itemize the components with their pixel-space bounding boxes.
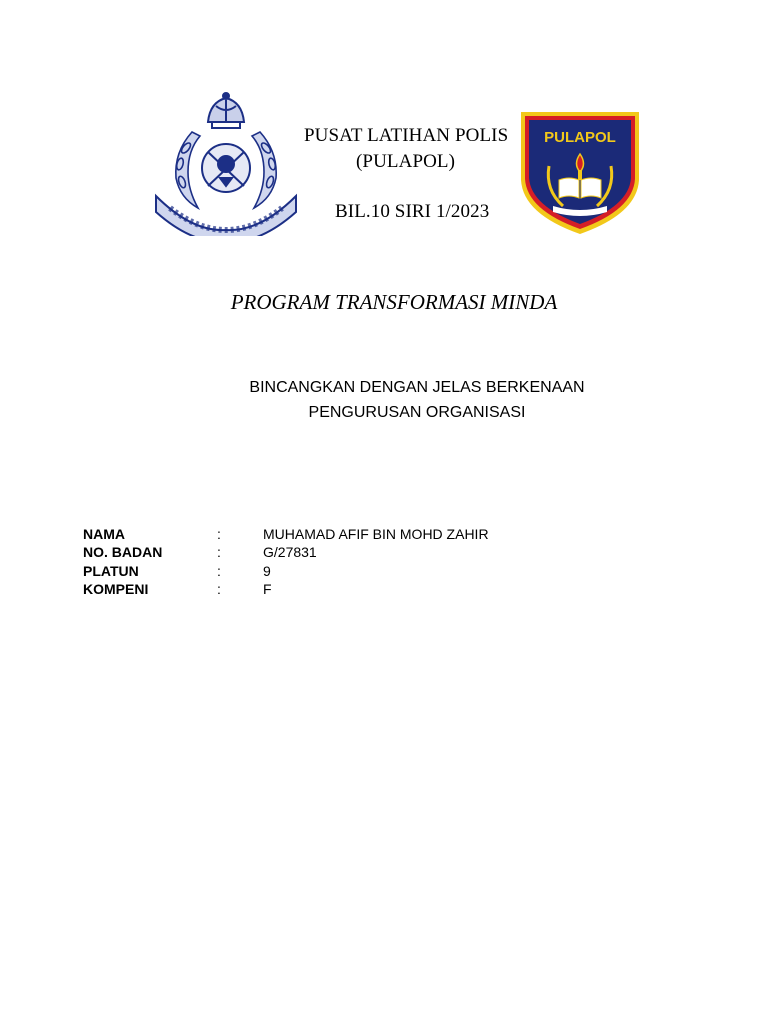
program-title: PROGRAM TRANSFORMASI MINDA — [230, 290, 558, 314]
info-colon: : — [217, 526, 221, 542]
svg-text:PULAPOL: PULAPOL — [544, 129, 616, 146]
header-institution: PUSAT LATIHAN POLIS — [304, 125, 509, 146]
header-series: BIL.10 SIRI 1/2023 — [335, 201, 490, 222]
info-label: PLATUN — [83, 563, 139, 579]
info-colon: : — [217, 544, 221, 560]
info-label: KOMPENI — [83, 581, 149, 597]
header-abbreviation: (PULAPOL) — [356, 151, 456, 172]
topic-line-1: BINCANGKAN DENGAN JELAS BERKENAAN — [249, 379, 585, 396]
info-value: MUHAMAD AFIF BIN MOHD ZAHIR — [263, 526, 489, 542]
info-value: 9 — [263, 563, 271, 579]
info-colon: : — [217, 581, 221, 597]
info-label: NAMA — [83, 526, 125, 542]
info-value: F — [263, 581, 272, 597]
pulapol-shield-icon — [519, 110, 641, 236]
info-value: G/27831 — [263, 544, 317, 560]
info-colon: : — [217, 563, 221, 579]
info-label: NO. BADAN — [83, 544, 163, 560]
topic-line-2: PENGURUSAN ORGANISASI — [308, 404, 526, 421]
pdrm-crest-icon — [152, 92, 300, 236]
